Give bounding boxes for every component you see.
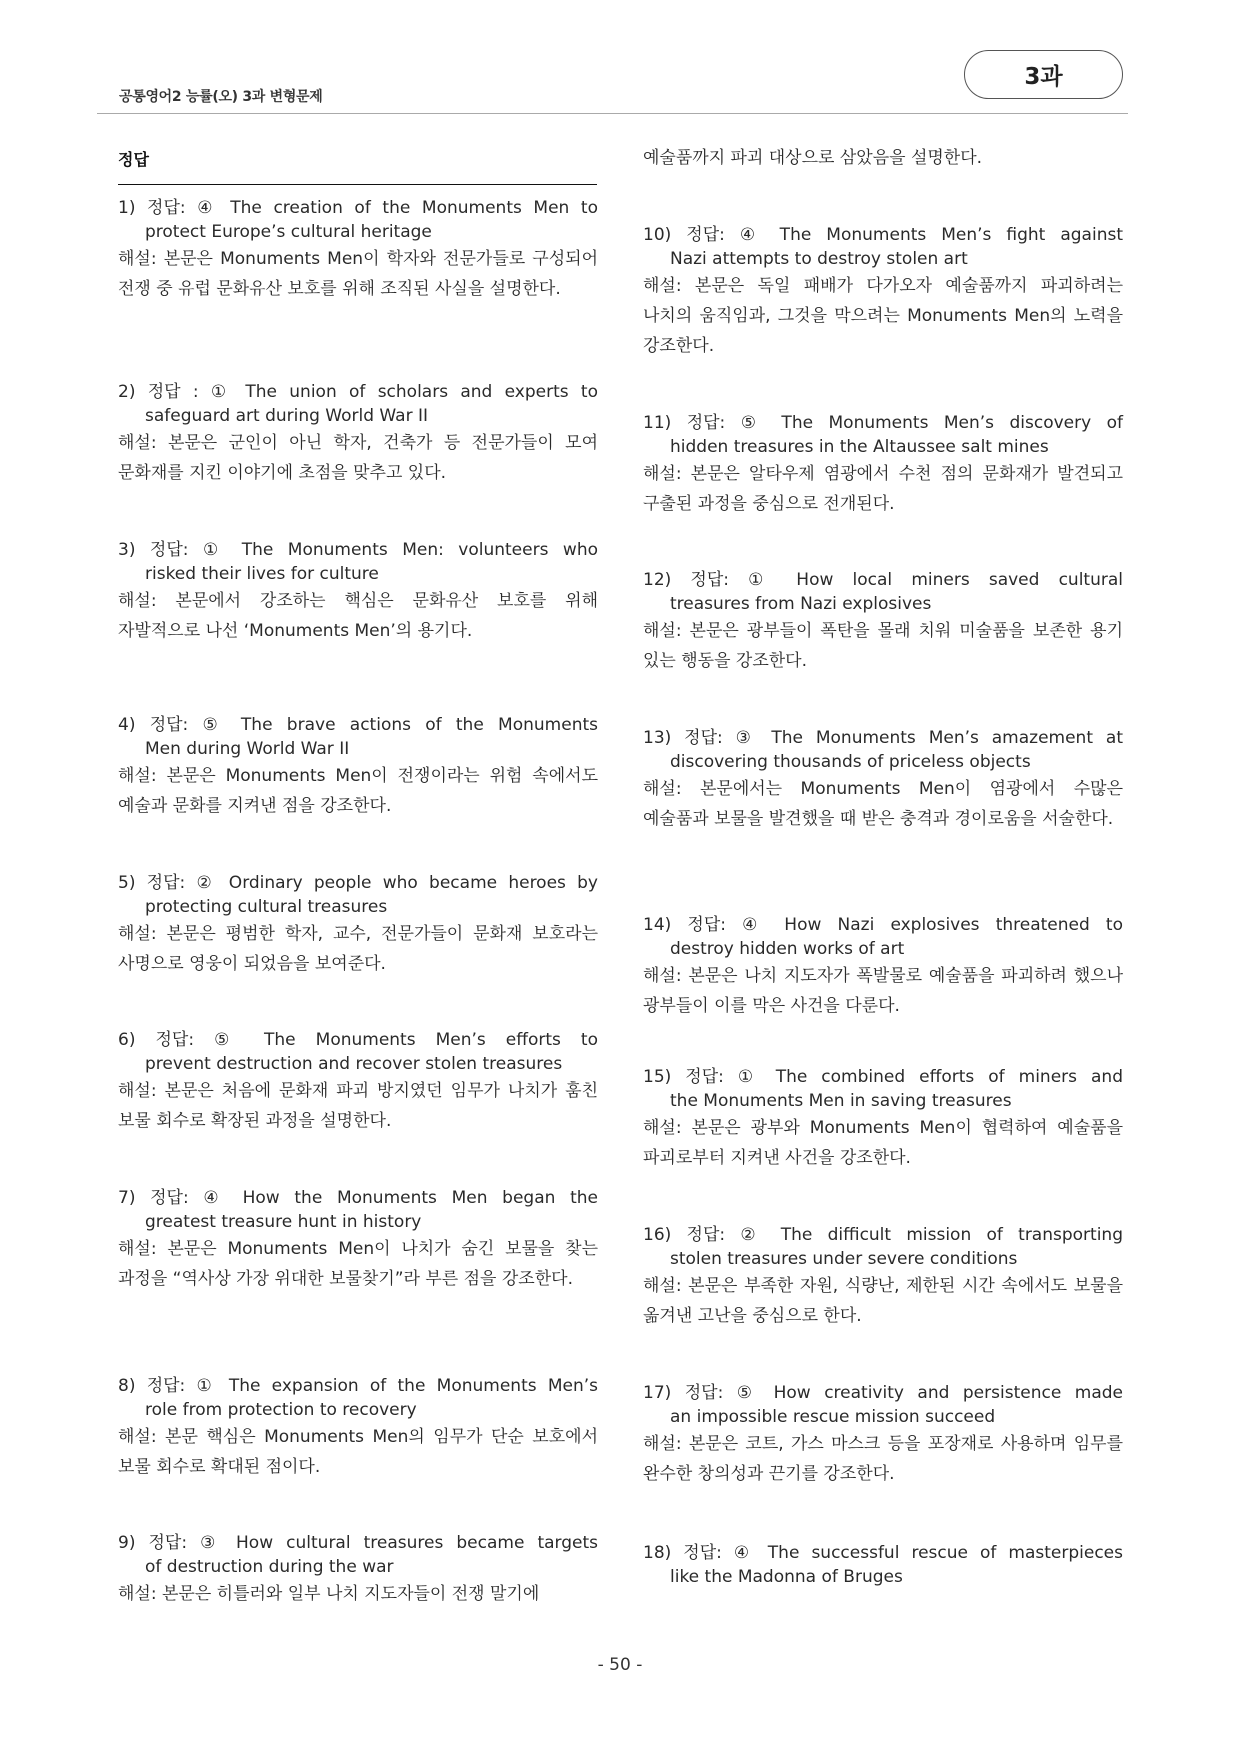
explanation-text: 해설: 본문은 히틀러와 일부 나치 지도자들이 전쟁 말기에 [118,1584,540,1604]
explanation-text: 해설: 본문은 독일 패배가 다가오자 예술품까지 파괴하려는 나치의 움직임과, 그것을 막으려는 Monuments Men의 노력을 강조한다. [643,276,1123,356]
answer-item-8 [118,1374,598,1482]
answer-text: 15) 정답: ① The combined efforts of miners and the Monuments Men in saving treasures [643,1067,1123,1111]
explanation-text: 해설: 본문은 알타우제 염광에서 수천 점의 문화재가 발견되고 구출된 과정을 중심으로 전개된다. [643,464,1123,514]
answer-item-10 [643,223,1123,361]
explanation-text: 해설: 본문에서 강조하는 핵심은 문화유산 보호를 위해 자발적으로 나선 ‘Monuments Men’의 용기다. [118,591,598,641]
answer-text: 1) 정답: ④ The creation of the Monuments Men to protect Europe’s cultural heritage [118,198,598,242]
answer-item-11 [643,411,1123,519]
explanation-text: 해설: 본문은 군인이 아닌 학자, 건축가 등 전문가들이 모여 문화재를 지킨 이야기에 초점을 맞추고 있다. [118,433,598,483]
header-title: 공통영어2 능률(오) 3과 변형문제 [119,89,323,105]
answer-item-16 [643,1223,1123,1331]
explanation-text: 해설: 본문은 평범한 학자, 교수, 전문가들이 문화재 보호라는 사명으로 영웅이 되었음을 보여준다. [118,924,598,974]
answer-text: 11) 정답: ⑤ The Monuments Men’s discovery of hidden treasures in the Altaussee salt mines [643,413,1123,457]
answer-text: 9) 정답: ③ How cultural treasures became targets of destruction during the war [118,1533,598,1577]
answer-item-18 [643,1541,1123,1589]
explanation-text: 해설: 본문에서는 Monuments Men이 염광에서 수많은 예술품과 보물을 발견했을 때 받은 충격과 경이로움을 서술한다. [643,779,1123,829]
answer-item-9 [118,1531,598,1609]
explanation-text: 해설: 본문은 부족한 자원, 식량난, 제한된 시간 속에서도 보물을 옮겨낸 고난을 중심으로 한다. [643,1276,1123,1326]
answer-item-14 [643,913,1123,1021]
answer-text: 5) 정답: ② Ordinary people who became heroes by protecting cultural treasures [118,873,598,917]
answer-text: 6) 정답: ⑤ The Monuments Men’s efforts to prevent destruction and recover stolen treasures [118,1030,598,1074]
answer-text: 2) 정답 : ① The union of scholars and experts to safeguard art during World War II [118,382,598,426]
answer-item-15 [643,1065,1123,1173]
answer-item-17 [643,1381,1123,1489]
explanation-text: 해설: 본문은 Monuments Men이 학자와 전문가들로 구성되어 전쟁 중 유럽 문화유산 보호를 위해 조직된 사실을 설명한다. [118,249,598,299]
explanation-text: 해설: 본문은 광부와 Monuments Men이 협력하여 예술품을 파괴로부터 지켜낸 사건을 강조한다. [643,1118,1123,1168]
explanation-text: 해설: 본문은 나치 지도자가 폭발물로 예술품을 파괴하려 했으나 광부들이 이를 막은 사건을 다룬다. [643,966,1123,1016]
explanation-text: 해설: 본문은 처음에 문화재 파괴 방지였던 임무가 나치가 훔친 보물 회수로 확장된 과정을 설명한다. [118,1081,598,1131]
answer-item-12 [643,568,1123,676]
lesson-badge: 3과 [964,50,1123,99]
section-title: 정답 [118,150,149,169]
explanation-text: 해설: 본문은 코트, 가스 마스크 등을 포장재로 사용하며 임무를 완수한 창의성과 끈기를 강조한다. [643,1434,1123,1484]
answer-text: 7) 정답: ④ How the Monuments Men began the greatest treasure hunt in history [118,1188,598,1232]
header-divider [97,113,1128,114]
page-number: - 50 - [597,1655,643,1675]
answer-text: 17) 정답: ⑤ How creativity and persistence made an impossible rescue mission succeed [643,1383,1123,1427]
answer-item-4 [118,713,598,821]
answer-text: 3) 정답: ① The Monuments Men: volunteers who risked their lives for culture [118,540,598,584]
answer-text: 13) 정답: ③ The Monuments Men’s amazement at discovering thousands of priceless objects [643,728,1123,772]
answer-item-5 [118,871,598,979]
explanation-text: 해설: 본문은 Monuments Men이 나치가 숨긴 보물을 찾는 과정을 “역사상 가장 위대한 보물찾기”라 부른 점을 강조한다. [118,1239,598,1289]
answer-text: 14) 정답: ④ How Nazi explosives threatened to destroy hidden works of art [643,915,1123,959]
explanation-text: 해설: 본문은 광부들이 폭탄을 몰래 치워 미술품을 보존한 용기 있는 행동을 강조한다. [643,621,1123,671]
explanation-text: 해설: 본문은 Monuments Men이 전쟁이라는 위험 속에서도 예술과 문화를 지켜낸 점을 강조한다. [118,766,598,816]
answer-text: 10) 정답: ④ The Monuments Men’s fight against Nazi attempts to destroy stolen art [643,225,1123,269]
answer-item-13 [643,726,1123,834]
answer-item-1 [118,196,598,304]
answer-text: 18) 정답: ④ The successful rescue of masterpieces like the Madonna of Bruges [643,1543,1123,1587]
answer-item-2 [118,380,598,488]
answer-text: 4) 정답: ⑤ The brave actions of the Monuments Men during World War II [118,715,598,759]
explanation-text: 해설: 본문 핵심은 Monuments Men의 임무가 단순 보호에서 보물 회수로 확대된 점이다. [118,1427,598,1477]
answer-text: 16) 정답: ② The difficult mission of transporting stolen treasures under severe conditions [643,1225,1123,1269]
explanation-continuation: 예술품까지 파괴 대상으로 삼았음을 설명한다. [643,148,983,168]
section-divider [118,184,597,185]
answer-text: 12) 정답: ① How local miners saved cultural treasures from Nazi explosives [643,570,1123,614]
answer-item-7 [118,1186,598,1294]
answer-item-6 [118,1028,598,1136]
answer-text: 8) 정답: ① The expansion of the Monuments Men’s role from protection to recovery [118,1376,598,1420]
answer-item-3 [118,538,598,646]
